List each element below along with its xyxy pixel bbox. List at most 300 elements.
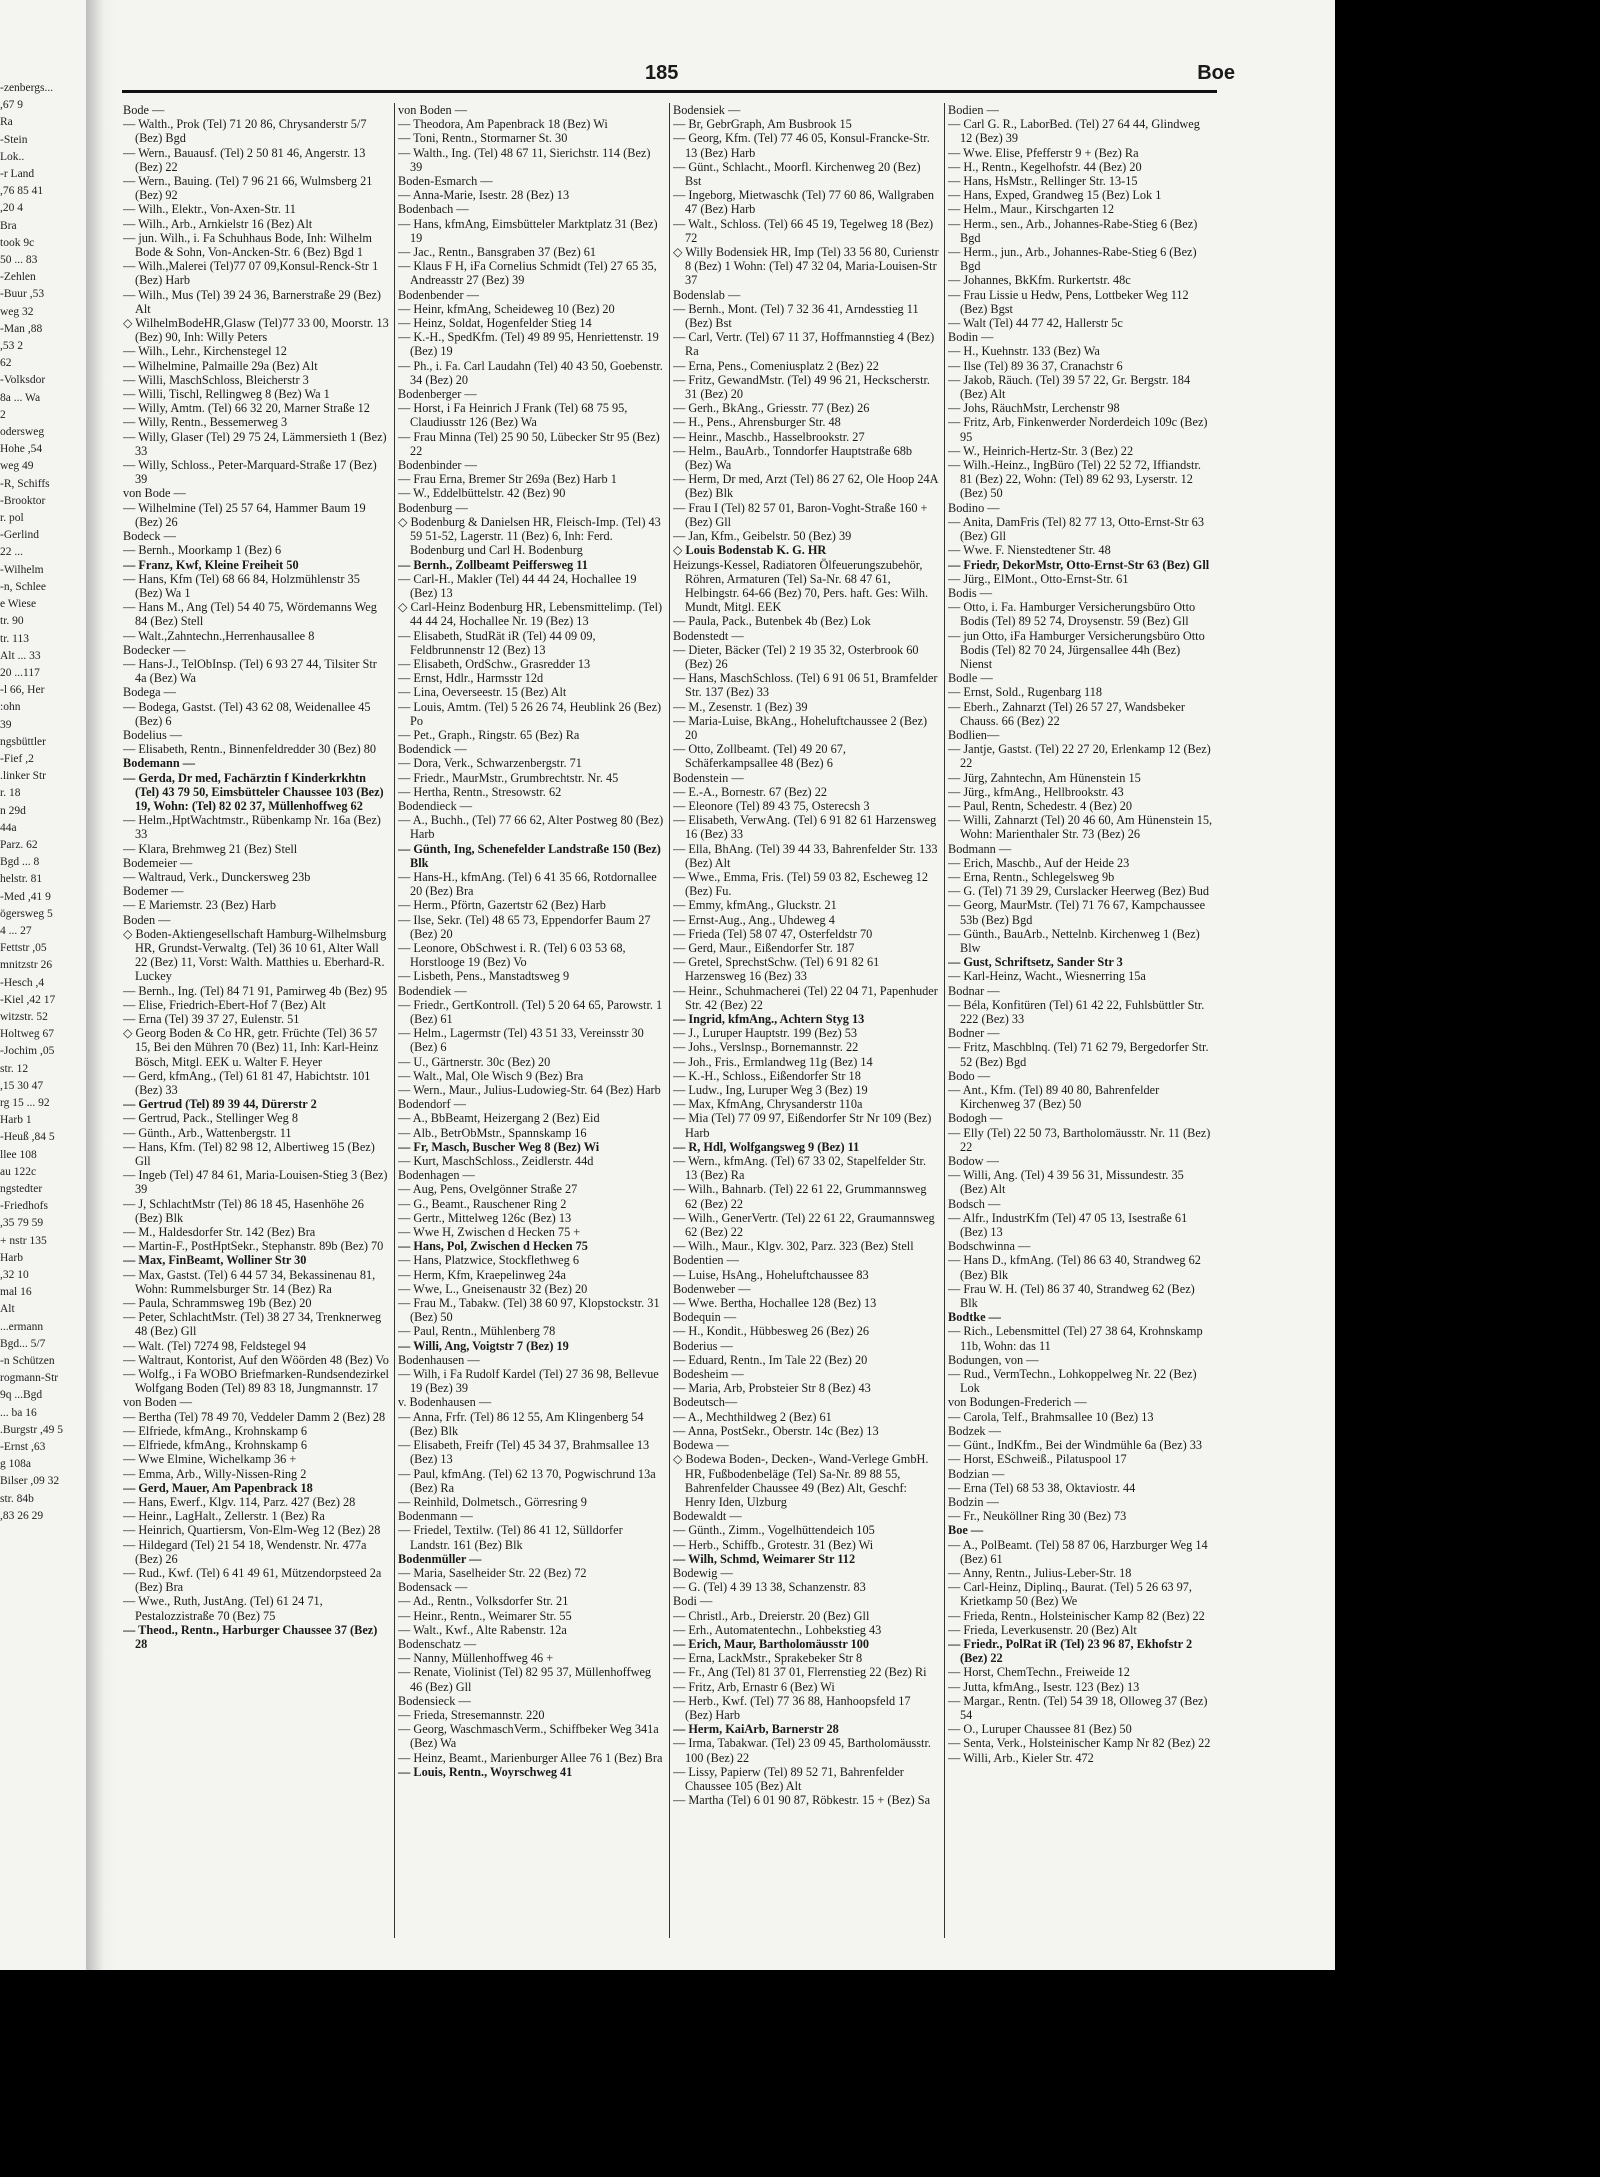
- directory-entry: ◇ Boden-Aktiengesellschaft Hamburg-Wilhelmsburg HR, Grundst-Verwaltg. (Tel) 36 10 61, Alter Wall 22 (Bez) 11, Vorst: Walth. Matthies u. Eberhard-R. Luckey: [123, 926, 387, 984]
- directory-entry: Bodle —: [948, 671, 993, 686]
- previous-page-fragment: n 29d: [0, 804, 26, 817]
- directory-entry: — Günt., IndKfm., Bei der Windmühle 6a (Bez) 33: [948, 1438, 1203, 1453]
- previous-page-fragment: Bra: [0, 219, 17, 232]
- directory-entry: ◇ Willy Bodensiek HR, Imp (Tel) 33 56 80, Curienstr 8 (Bez) 1 Wohn: (Tel) 47 32 04, Maria-Louisen-Str 37: [673, 245, 939, 288]
- directory-entry: — Friedr., PolRat iR (Tel) 23 96 87, Ekhofstr 2 (Bez) 22: [948, 1636, 1193, 1666]
- directory-entry: — Elisabeth, StudRät iR (Tel) 44 09 09, Feldbrunnenstr 12 (Bez) 13: [398, 628, 596, 657]
- directory-entry: — Rud., VermTechn., Lohkoppelweg Nr. 22 (Bez) Lok: [948, 1367, 1197, 1396]
- directory-entry: — Elfriede, kfmAng., Krohnskamp 6: [123, 1423, 308, 1438]
- directory-entry: — Fritz, Arb, Ernastr 6 (Bez) Wi: [673, 1679, 835, 1694]
- directory-entry: — Hertha, Rentn., Stresowstr. 62: [398, 784, 562, 799]
- directory-entry: — Wern., kfmAng. (Tel) 67 33 02, Stapelfelder Str. 13 (Bez) Ra: [673, 1154, 927, 1183]
- directory-entry: — M., Haldesdorfer Str. 142 (Bez) Bra: [123, 1225, 316, 1240]
- directory-entry: — Wilhelmine, Palmaille 29a (Bez) Alt: [123, 358, 318, 373]
- directory-entry: — Hans-J., TelObInsp. (Tel) 6 93 27 44, Tilsiter Str 4a (Bez) Wa: [123, 656, 377, 686]
- directory-entry: — Willi, Tischl, Rellingweg 8 (Bez) Wa 1: [123, 387, 330, 402]
- directory-entry: — Reinhild, Dolmetsch., Görresring 9: [398, 1494, 587, 1509]
- directory-entry: — Maria, Saselheider Str. 22 (Bez) 72: [398, 1565, 587, 1580]
- previous-page-fragment: Gerlind-: [0, 529, 39, 542]
- directory-entry: Bodenberger —: [398, 387, 477, 402]
- directory-entry: — Horst, ESchweiß., Pilatuspool 17: [948, 1452, 1127, 1467]
- directory-entry: — Willi, Ang, Voigtstr 7 (Bez) 19: [398, 1338, 569, 1353]
- directory-entry: — Martin-F., PostHptSekr., Stephanstr. 89b (Bez) 70: [123, 1239, 384, 1254]
- directory-entry: ◇ Bodewa Boden-, Decken-, Wand-Verlege GmbH. HR, Fußbodenbeläge (Tel) Sa-Nr. 89 88 55, Bahrenfelder Chaussee 49 (Bez) Alt, Geschf: Henry Iden, Ulzburg: [673, 1452, 929, 1509]
- directory-entry: Bodzin —: [948, 1494, 999, 1509]
- directory-entry: — Hans M., Ang (Tel) 54 40 75, Wördemanns Weg 84 (Bez) Stell: [123, 600, 377, 629]
- directory-entry: von Boden —: [398, 103, 467, 117]
- previous-page-fragment: r Land-: [0, 168, 35, 181]
- previous-page-fragment: ..Lok: [0, 150, 25, 163]
- directory-entry: Bodensieck —: [398, 1693, 471, 1708]
- directory-entry: — Alfr., IndustrKfm (Tel) 47 05 13, Isestraße 61 (Bez) 13: [948, 1210, 1188, 1240]
- previous-page-fragment: 8a ... Wa: [0, 391, 41, 404]
- directory-entry: ◇ WilhelmBodeHR,Glasw (Tel)77 33 00, Moorstr. 13 (Bez) 90, Inh: Willy Peters: [123, 316, 389, 345]
- previous-page-fragment: rogmann-Str: [0, 1372, 59, 1385]
- directory-entry: — Willi, Zahnarzt (Tel) 20 46 60, Am Hünenstein 15, Wohn: Marienthaler Str. 73 (Bez) 26: [948, 813, 1213, 842]
- previous-page-fragment: ögersweg 5: [0, 907, 53, 920]
- previous-page-fragment: 88, Man-: [0, 322, 43, 335]
- directory-entry: — Br, GebrGraph, Am Busbrook 15: [673, 117, 852, 132]
- directory-entry: — Louis, Amtm. (Tel) 5 26 26 74, Heublink 26 (Bez) Po: [398, 699, 662, 728]
- directory-entry: Boderius —: [673, 1338, 733, 1353]
- directory-entry: Bodnar —: [948, 983, 1000, 998]
- directory-entry: — Karl-Heinz, Wacht., Wiesnerring 15a: [948, 969, 1146, 984]
- previous-page-fragment: 33 ... Alt: [0, 649, 41, 662]
- directory-entry: — Horst, i Fa Heinrich J Frank (Tel) 68 75 95, Claudiusstr 126 (Bez) Wa: [398, 401, 628, 430]
- directory-entry: — Maria-Luise, BkAng., Hoheluftchaussee 2 (Bez) 20: [673, 713, 928, 742]
- directory-entry: — Hans, Kfm (Tel) 68 66 84, Holzmühlenstr 35 (Bez) Wa 1: [123, 571, 360, 600]
- directory-entry: — Frau Minna (Tel) 25 90 50, Lübecker Str 95 (Bez) 22: [398, 429, 660, 458]
- previous-page-fragment: helstr. 81: [0, 873, 43, 886]
- directory-entry: — Friedr., GertKontroll. (Tel) 5 20 64 65, Parowstr. 1 (Bez) 61: [398, 997, 663, 1026]
- directory-entry: — Senta, Verk., Holsteinischer Kamp Nr 82 (Bez) 22: [948, 1736, 1211, 1751]
- directory-entry: Bodzek —: [948, 1423, 1001, 1438]
- directory-entry: — Otto, Zollbeamt. (Tel) 49 20 67, Schäferkampsallee 48 (Bez) 6: [673, 742, 846, 771]
- previous-page-fragment: str. 84b: [0, 1492, 34, 1505]
- directory-entry: — Heinr., LagHalt., Zellerstr. 1 (Bez) Ra: [123, 1509, 325, 1524]
- directory-entry: — Hans, HsMstr., Rellinger Str. 13-15: [948, 174, 1138, 189]
- directory-entry: — Hildegard (Tel) 21 54 18, Wendenstr. Nr. 477a (Bez) 26: [123, 1537, 367, 1566]
- directory-entry: — Ernst-Aug., Ang., Uhdeweg 4: [673, 912, 835, 927]
- directory-entry: — Béla, Konfitüren (Tel) 61 42 22, Fuhlsbüttler Str. 222 (Bez) 33: [948, 997, 1205, 1026]
- directory-entry: — Willy, Rentn., Bessemerweg 3: [123, 415, 288, 430]
- previous-page-fragment: ermann...: [0, 1320, 44, 1333]
- directory-entry: — Heinr, kfmAng, Scheideweg 10 (Bez) 20: [398, 301, 615, 316]
- directory-entry: — Jakob, Räuch. (Tel) 39 57 22, Gr. Bergstr. 184 (Bez) Alt: [948, 372, 1191, 402]
- directory-entry: — Herm, KaiArb, Barnerstr 28: [673, 1722, 839, 1737]
- directory-entry: — J, SchlachtMstr (Tel) 86 18 45, Hasenhöhe 26 (Bez) Blk: [123, 1196, 364, 1225]
- previous-page-fragment: Alt: [0, 1303, 15, 1316]
- directory-entry: Bodmann —: [948, 841, 1012, 856]
- previous-page-fragment: 29 26 83,: [0, 1509, 44, 1522]
- directory-entry: — Ph., i. Fa. Carl Laudahn (Tel) 40 43 50, Goebenstr. 34 (Bez) 20: [398, 358, 663, 387]
- directory-entry: — Wilh, i Fa Rudolf Kardel (Tel) 27 36 98, Bellevue 19 (Bez) 39: [398, 1367, 659, 1396]
- directory-entry: — Aug, Pens, Ovelgönner Straße 27: [398, 1182, 578, 1197]
- directory-entry: — Paula, Pack., Butenbek 4b (Bez) Lok: [673, 614, 871, 629]
- directory-entry: Bodogh —: [948, 1111, 1003, 1126]
- directory-entry: — Johs, RäuchMstr, Lerchenstr 98: [948, 401, 1120, 416]
- previous-page-fragment: Wilhelm-: [0, 563, 44, 576]
- previous-page-fragment: ...zenbergs-: [0, 82, 54, 94]
- directory-entry: — Fritz, GewandMstr. (Tel) 49 96 21, Heckscherstr. 31 (Bez) 20: [673, 372, 930, 402]
- directory-entry: Bodenhagen —: [398, 1168, 475, 1183]
- directory-entry: — A., Mechthildweg 2 (Bez) 61: [673, 1409, 832, 1424]
- directory-entry: — E Mariemstr. 23 (Bez) Harb: [123, 898, 276, 913]
- directory-entry: Bodewa —: [673, 1438, 729, 1453]
- directory-entry: — Erich, Maur, Bartholomäusstr 100: [673, 1636, 870, 1651]
- directory-entry: — Eleonore (Tel) 89 43 75, Osterecsh 3: [673, 798, 870, 813]
- directory-entry: — Jantje, Gastst. (Tel) 22 27 20, Erlenkamp 12 (Bez) 22: [948, 742, 1211, 771]
- directory-entry: — Carl G. R., LaborBed. (Tel) 27 64 44, Glindweg 12 (Bez) 39: [948, 117, 1200, 146]
- directory-entry: — Heinr., Schuhmacherei (Tel) 22 04 71, Papenhuder Str. 42 (Bez) 22: [673, 983, 938, 1012]
- directory-entry: — Wilh., Arb., Arnkielstr 16 (Bez) Alt: [123, 216, 313, 231]
- directory-entry: — Hans, MaschSchloss. (Tel) 6 91 06 51, Bramfelder Str. 137 (Bez) 33: [673, 671, 938, 700]
- directory-entry: — Erna, Pens., Comeniusplatz 2 (Bez) 22: [673, 358, 879, 373]
- directory-entry: — Erna, LackMstr., Sprakebeker Str 8: [673, 1651, 863, 1666]
- directory-entry: — Helm., BauArb., Tonndorfer Hauptstraße 68b (Bez) Wa: [673, 443, 912, 473]
- page-number: 185: [645, 62, 679, 84]
- directory-entry: — Gerh., BkAng., Griesstr. 77 (Bez) 26: [673, 401, 870, 416]
- directory-entry: Bodenstedt —: [673, 628, 744, 643]
- directory-entry: — Klara, Brehmweg 21 (Bez) Stell: [123, 841, 298, 856]
- directory-entry: — Rud., Kwf. (Tel) 6 41 49 61, Mützendorpsteed 2a (Bez) Bra: [123, 1565, 382, 1595]
- directory-entry: — H., Rentn., Kegelhofstr. 44 (Bez) 20: [948, 159, 1142, 174]
- directory-entry: — Anna, PostSekr., Oberstr. 14c (Bez) 13: [673, 1423, 879, 1438]
- directory-entry: — Heinr., Maschb., Hasselbrookstr. 27: [673, 429, 865, 444]
- previous-page-fragment: 05, Fettstr: [0, 942, 47, 955]
- previous-page-fragment: ohn:: [0, 701, 21, 714]
- directory-entry: Bodenmann —: [398, 1509, 473, 1524]
- directory-entry: — Hans, Exped, Grandweg 15 (Bez) Lok 1: [948, 188, 1162, 203]
- directory-entry: Bodesheim —: [673, 1367, 744, 1382]
- previous-page-fragment: 5 49, Burgstr.: [0, 1423, 64, 1436]
- directory-entry: — jun Otto, iFa Hamburger Versicherungsbüro Otto Bodis (Tel) 82 70 24, Jürgensallee 44h (Bez) Nienst: [948, 628, 1205, 671]
- directory-entry: Bodendieck —: [398, 798, 473, 813]
- directory-entry: — K.-H., SpedKfm. (Tel) 49 89 95, Henriettenstr. 19 (Bez) 19: [398, 330, 659, 359]
- directory-entry: — Hans, kfmAng, Eimsbütteler Marktplatz 31 (Bez) 19: [398, 216, 658, 245]
- directory-entry: — Gust, Schriftsetz, Sander Str 3: [948, 955, 1123, 970]
- previous-page-fragment: Harb 1: [0, 1114, 32, 1127]
- directory-entry: — Anna-Marie, Isestr. 28 (Bez) 13: [398, 188, 570, 203]
- directory-entry: — G., Beamt., Rauschener Ring 2: [398, 1196, 567, 1211]
- directory-entry: — Mia (Tel) 77 09 97, Eißendorfer Str Nr 109 (Bez) Harb: [673, 1111, 932, 1140]
- previous-page-fragment: 8 ... Bgd: [0, 856, 40, 869]
- directory-entry: — U., Gärtnerstr. 30c (Bez) 20: [398, 1054, 551, 1069]
- previous-page-fragment: tr. 90: [0, 615, 24, 628]
- directory-entry: — Friedr., MaurMstr., Grumbrechtstr. Nr. 45: [398, 770, 619, 785]
- book-gutter: [86, 0, 116, 1970]
- directory-entry: — Bernh., Zollbeamt Peiffersweg 11: [398, 557, 588, 572]
- directory-entry: — Max, Gastst. (Tel) 6 44 57 34, Bekassinenau 81, Wohn: Rummelsburger Str. 14 (Bez) Ra: [123, 1267, 376, 1296]
- directory-entry: — Pet., Graph., Ringstr. 65 (Bez) Ra: [398, 727, 580, 742]
- directory-entry: — Friedel, Textilw. (Tel) 86 41 12, Sülldorfer Landstr. 161 (Bez) Blk: [398, 1523, 623, 1552]
- directory-entry: — Jac., Rentn., Bansgraben 37 (Bez) 61: [398, 245, 597, 260]
- directory-entry: — Walth., Ing. (Tel) 48 67 11, Sierichstr. 114 (Bez) 39: [398, 145, 651, 174]
- directory-entry: — Herm., sen., Arb., Johannes-Rabe-Stieg 6 (Bez) Bgd: [948, 216, 1198, 245]
- directory-entry: Heizungs-Kessel, Radiatoren Ölfeuerungszubehör, Röhren, Armaturen (Tel) Sa-Nr. 68 47 61, Helbingstr. 64-66 (Bez) 70, Pers. haft. Ges: Wilh. Mundt, Mitgl. EEK: [673, 557, 929, 615]
- directory-entry: Boe —: [948, 1523, 984, 1538]
- previous-page-fragment: Parz. 62: [0, 838, 38, 851]
- directory-entry: — Gertrud (Tel) 89 39 44, Dürerstr 2: [123, 1097, 317, 1112]
- previous-page-fragment: weg 49: [0, 460, 34, 473]
- directory-entry: — Wern., Maur., Julius-Ludowieg-Str. 64 (Bez) Harb: [398, 1083, 661, 1098]
- previous-page-fragment: 44a: [0, 821, 17, 834]
- directory-entry: Bodenburg —: [398, 500, 468, 515]
- directory-entry: — Jürg, Zahntechn, Am Hünenstein 15: [948, 770, 1141, 785]
- previous-page-fragment: 10 32,: [0, 1269, 29, 1282]
- directory-entry: — Carl, Vertr. (Tel) 67 11 37, Hoffmannstieg 4 (Bez) Ra: [673, 330, 935, 359]
- directory-entry: — Wilh, Schmd, Weimarer Str 112: [673, 1551, 856, 1566]
- directory-entry: — Maria, Arb, Probsteier Str 8 (Bez) 43: [673, 1381, 871, 1396]
- previous-page-fragment: llee 108: [0, 1148, 37, 1161]
- directory-entry: — Heinz, Beamt., Marienburger Allee 76 1 (Bez) Bra: [398, 1750, 663, 1765]
- directory-entry: — Anny, Rentn., Julius-Leber-Str. 18: [948, 1565, 1132, 1580]
- directory-entry: — Gretel, SprechstSchw. (Tel) 6 91 82 61 Harzensweg 16 (Bez) 33: [673, 955, 880, 984]
- directory-entry: — W., Heinrich-Hertz-Str. 3 (Bez) 22: [948, 443, 1134, 458]
- previous-page-fragment: ngstedter: [0, 1183, 43, 1195]
- directory-entry: Bodenschatz —: [398, 1636, 477, 1651]
- directory-entry: — Elisabeth, Rentn., Binnenfeldredder 30 (Bez) 80: [123, 742, 377, 757]
- directory-entry: — Paul, Rentn., Mühlenberg 78: [398, 1324, 556, 1339]
- directory-entry: Bodenmüller —: [398, 1551, 482, 1566]
- directory-entry: — Elise, Friedrich-Ebert-Hof 7 (Bez) Alt: [123, 997, 326, 1012]
- directory-entry: — Nanny, Müllenhoffweg 46 +: [398, 1651, 554, 1666]
- header-rule: [122, 90, 1217, 93]
- previous-page-fragment: r. pol: [0, 512, 24, 525]
- directory-entry: — Franz, Kwf, Kleine Freiheit 50: [123, 557, 299, 572]
- directory-entry: — Ernst, Sold., Rugenbarg 118: [948, 685, 1103, 700]
- directory-entry: — Helm., Maur., Kirschgarten 12: [948, 202, 1114, 217]
- directory-entry: — Paul, kfmAng. (Tel) 62 13 70, Pogwischrund 13a (Bez) Ra: [398, 1466, 656, 1495]
- directory-entry: — Heinrich, Quartiersm, Von-Elm-Weg 12 (Bez) 28: [123, 1523, 381, 1538]
- directory-entry: — Klaus F H, iFa Cornelius Schmidt (Tel) 27 65 35, Andreasstr 27 (Bez) 39: [398, 259, 657, 288]
- previous-page-fragment: au 122c: [0, 1165, 37, 1178]
- directory-entry: Bodensiek —: [673, 103, 741, 117]
- directory-entry: Bodo —: [948, 1068, 991, 1083]
- directory-entry: Bodenbinder —: [398, 458, 477, 473]
- previous-page-fragment: 27 ... 4: [0, 924, 32, 937]
- directory-entry: — Jan, Kfm., Geibelstr. 50 (Bez) 39: [673, 529, 852, 544]
- directory-entry: — Wilh., Mus (Tel) 39 24 36, Barnerstraße 29 (Bez) Alt: [123, 287, 381, 316]
- previous-page-fragment: Zehlen-: [0, 271, 36, 284]
- previous-page-fragment: 59 79 35,: [0, 1217, 44, 1230]
- directory-entry: — Hans, Pol, Zwischen d Hecken 75: [398, 1239, 588, 1254]
- directory-entry: Bodschwinna —: [948, 1239, 1031, 1254]
- directory-entry: — Peter, SchlachtMstr. (Tel) 38 27 34, Trenknerweg 48 (Bez) Gll: [123, 1310, 382, 1339]
- directory-entry: — Emma, Arb., Willy-Nissen-Ring 2: [123, 1466, 307, 1481]
- previous-page-fragment: 9 67,: [0, 99, 23, 112]
- directory-entry: — Willi, Arb., Kieler Str. 472: [948, 1750, 1094, 1765]
- previous-page-fragment: tr. 113: [0, 632, 29, 645]
- previous-page-fragment: 4 20,: [0, 202, 23, 215]
- directory-entry: — Hans, Platzwice, Stockflethweg 6: [398, 1253, 579, 1268]
- directory-entry: — Hans D., kfmAng. (Tel) 86 63 40, Strandweg 62 (Bez) Blk: [948, 1253, 1201, 1282]
- directory-entry: — Herm., jun., Arb., Johannes-Rabe-Stieg 6 (Bez) Bgd: [948, 245, 1197, 274]
- directory-entry: — Carola, Telf., Brahmsallee 10 (Bez) 13: [948, 1409, 1154, 1424]
- directory-entry: Bodewig —: [673, 1565, 733, 1580]
- directory-entry: — Bernh., Ing. (Tel) 84 71 91, Pamirweg 4b (Bez) 95: [123, 983, 388, 998]
- directory-entry: — Elly (Tel) 22 50 73, Bartholomäusstr. Nr. 11 (Bez) 22: [948, 1125, 1211, 1154]
- column-1: [123, 103, 389, 1938]
- previous-page-fragment: g 108a: [0, 1458, 31, 1471]
- directory-entry: ◇ Georg Boden & Co HR, getr. Früchte (Tel) 36 57 15, Bei den Mühren 70 (Bez) 11, Inh: Karl-Heinz Bösch, Mitgl. EEK u. Walter F. Heyer: [123, 1026, 379, 1069]
- directory-entry: — Wwe, L., Gneisenaustr 32 (Bez) 20: [398, 1281, 588, 1296]
- directory-entry: — K.-H., Schloss., Eißendorfer Str 18: [673, 1068, 861, 1083]
- directory-entry: — W., Eddelbüttelstr. 42 (Bez) 90: [398, 486, 566, 501]
- previous-page-fragment: 83 ... 50: [0, 254, 38, 267]
- directory-entry: — Theod., Rentn., Harburger Chaussee 37 (Bez) 28: [123, 1622, 378, 1651]
- directory-entry: — Walt (Tel) 44 77 42, Hallerstr 5c: [948, 316, 1123, 331]
- directory-entry: — Louis, Rentn., Woyrschweg 41: [398, 1764, 573, 1779]
- directory-entry: — Luise, HsAng., Hoheluftchaussee 83: [673, 1267, 869, 1282]
- directory-entry: von Bodungen-Frederich —: [948, 1395, 1087, 1410]
- directory-entry: — Georg, MaurMstr. (Tel) 71 76 67, Kampchaussee 53b (Bez) Bgd: [948, 898, 1206, 927]
- directory-entry: — Martha (Tel) 6 01 90 87, Röbkestr. 15 + (Bez) Sa: [673, 1793, 931, 1808]
- directory-entry: — Anna, Frfr. (Tel) 86 12 55, Am Klingenberg 54 (Bez) Blk: [398, 1409, 644, 1438]
- directory-entry: — J., Luruper Hauptstr. 199 (Bez) 53: [673, 1026, 858, 1041]
- directory-entry: Bodino —: [948, 500, 1000, 515]
- directory-entry: — Erna (Tel) 68 53 38, Oktaviostr. 44: [948, 1480, 1136, 1495]
- directory-entry: — Günth, Ing, Schenefelder Landstraße 150 (Bez) Blk: [398, 841, 661, 870]
- directory-entry: — Ingeborg, Mietwaschk (Tel) 77 60 86, Wallgraben 47 (Bez) Harb: [673, 188, 934, 217]
- directory-entry: — Ilse, Sekr. (Tel) 48 65 73, Eppendorfer Baum 27 (Bez) 20: [398, 912, 651, 941]
- previous-page-fragment: Brooktor-: [0, 494, 46, 507]
- directory-entry: Bodenbach —: [398, 202, 469, 217]
- directory-entry: Bodenstein —: [673, 770, 744, 785]
- directory-entry: — Frieda, Stresemannstr. 220: [398, 1707, 545, 1722]
- directory-entry: Bodner —: [948, 1026, 1000, 1041]
- directory-entry: — Max, KfmAng, Chrysanderstr 110a: [673, 1097, 863, 1112]
- column-divider: [944, 103, 945, 1938]
- directory-entry: Bode —: [123, 103, 165, 117]
- directory-entry: — Helm., Lagermstr (Tel) 43 51 33, Vereinsstr 30 (Bez) 6: [398, 1026, 644, 1055]
- previous-page-fragment: 39: [0, 718, 12, 731]
- directory-entry: — Bernh., Moorkamp 1 (Bez) 6: [123, 543, 282, 558]
- directory-entry: Bodega —: [123, 685, 176, 700]
- directory-entry: — Wilh., Elektr., Von-Axen-Str. 11: [123, 202, 296, 217]
- directory-entry: — Elisabeth, Freifr (Tel) 45 34 37, Brahmsallee 13 (Bez) 13: [398, 1438, 650, 1467]
- previous-page-fragment: l 66, Her-: [0, 684, 45, 697]
- previous-page-fragment: 53, Buur-: [0, 288, 45, 301]
- directory-entry: — Wilhelmine (Tel) 25 57 64, Hammer Baum 19 (Bez) 26: [123, 500, 366, 529]
- directory-entry: — Ludw., Ing, Luruper Weg 3 (Bez) 19: [673, 1083, 868, 1098]
- directory-entry: — Erh., Automatentechn., Lohbekstieg 43: [673, 1622, 882, 1637]
- directory-entry: — Herm., Pförtn, Gazertstr 62 (Bez) Harb: [398, 898, 606, 913]
- directory-entry: — Günth., Arb., Wattenbergstr. 11: [123, 1125, 292, 1140]
- previous-page-fragment: mal 16: [0, 1286, 32, 1299]
- directory-entry: — Erich, Maschb., Auf der Heide 23: [948, 855, 1130, 870]
- directory-entry: — Herb., Kwf. (Tel) 77 36 88, Hanhoopsfeld 17 (Bez) Harb: [673, 1693, 911, 1722]
- directory-entry: Bodin —: [948, 330, 994, 345]
- previous-page-fragment: Ra: [0, 116, 13, 129]
- previous-page-fragment: nstr 135 +: [0, 1234, 47, 1247]
- directory-entry: — Theodora, Am Papenbrack 18 (Bez) Wi: [398, 117, 608, 132]
- previous-page-fragment: 9 41, Med-: [0, 890, 51, 903]
- directory-entry: — Herm, Dr med, Arzt (Tel) 86 27 62, Ole Hoop 24A (Bez) Blk: [673, 472, 938, 501]
- previous-page-fragment: 4, Hesch-: [0, 976, 45, 989]
- directory-entry: — Rich., Lebensmittel (Tel) 27 38 64, Krohnskamp 11b, Wohn: das 11: [948, 1324, 1203, 1353]
- previous-page-fragment: Friedhofs-: [0, 1200, 48, 1213]
- directory-entry: — H., Pens., Ahrensburger Str. 48: [673, 415, 841, 430]
- directory-entry: — Wilh.-Heinz., IngBüro (Tel) 22 52 72, Iffiandstr. 81 (Bez) 22, Wohn: (Tel) 89 62 93, Lyserstr. 12 (Bez) 50: [948, 458, 1201, 501]
- directory-entry: Bodtke —: [948, 1310, 1001, 1325]
- previous-page-fragment: Stein-: [0, 133, 28, 146]
- directory-entry: — Frau Lissie u Hedw, Pens, Lottbeker Weg 112 (Bez) Bgst: [948, 287, 1189, 316]
- previous-page-fragment: n Schützen-: [0, 1355, 55, 1368]
- directory-entry: — A., Buchh., (Tel) 77 66 62, Alter Postweg 80 (Bez) Harb: [398, 813, 664, 842]
- directory-entry: — Wilh., Bahnarb. (Tel) 22 61 22, Grummannsweg 62 (Bez) 22: [673, 1182, 927, 1211]
- directory-entry: — Wolfg., i Fa WOBO Briefmarken-Rundsendezirkel Wolfgang Boden (Tel) 89 83 18, Jungmannstr. 17: [123, 1367, 389, 1396]
- directory-entry: — O., Luruper Chaussee 81 (Bez) 50: [948, 1722, 1132, 1737]
- directory-entry: — Elfriede, kfmAng., Krohnskamp 6: [123, 1438, 308, 1453]
- directory-entry: von Bode —: [123, 486, 186, 501]
- previous-page-fragment: 32 09, Bilser: [0, 1475, 60, 1488]
- directory-entry: — Walt., Kwf., Alte Rabenstr. 12a: [398, 1622, 567, 1637]
- directory-entry: — Leonore, ObSchwest i. R. (Tel) 6 03 53 68, Horstlooge 19 (Bez) Vo: [398, 940, 626, 970]
- previous-page-fragment: 17 42, Kiel-: [0, 993, 56, 1006]
- directory-entry: — Jürg., ElMont., Otto-Ernst-Str. 61: [948, 571, 1129, 586]
- previous-page-fragment: ba 16 ...: [0, 1406, 37, 1419]
- previous-page-fragment: ... 22: [0, 546, 23, 559]
- directory-entry: Boden-Esmarch —: [398, 174, 493, 189]
- directory-entry: Bodi —: [673, 1594, 713, 1609]
- directory-entry: Bodentien —: [673, 1253, 739, 1268]
- directory-entry: — Irma, Tabakwar. (Tel) 23 09 45, Bartholomäusstr. 100 (Bez) 22: [673, 1736, 931, 1765]
- previous-page-fragment: weg 32: [0, 305, 34, 318]
- directory-entry: — Wilh.,Malerei (Tel)77 07 09,Konsul-Renck-Str 1 (Bez) Harb: [123, 259, 379, 288]
- previous-page-fragment: 2, Fief-: [0, 752, 34, 765]
- directory-entry: — Wilh., GenerVertr. (Tel) 22 61 22, Graumannsweg 62 (Bez) 22: [673, 1210, 935, 1240]
- directory-entry: — Bernh., Mont. (Tel) 7 32 36 41, Arndesstieg 11 (Bez) Bst: [673, 301, 919, 331]
- directory-entry: — Heinr., Rentn., Weimarer Str. 55: [398, 1608, 572, 1623]
- directory-entry: — Wwe. Bertha, Hochallee 128 (Bez) 13: [673, 1296, 877, 1311]
- directory-entry: — Toni, Rentn., Stormarner St. 30: [398, 131, 568, 146]
- directory-entry: — Margar., Rentn. (Tel) 54 39 18, Olloweg 37 (Bez) 54: [948, 1693, 1208, 1722]
- directory-entry: — Günt., Schlacht., Moorfl. Kirchenweg 20 (Bez) Bst: [673, 159, 921, 189]
- directory-entry: — Horst, ChemTechn., Freiweide 12: [948, 1665, 1130, 1680]
- directory-entry: — Frau M., Tabakw. (Tel) 38 60 97, Klopstockstr. 31 (Bez) 50: [398, 1296, 660, 1325]
- directory-entry: — Erna, Rentn., Schlegelsweg 9b: [948, 869, 1115, 884]
- directory-entry: Bodzian —: [948, 1466, 1005, 1481]
- column-2: [398, 103, 664, 1938]
- column-4: [948, 103, 1214, 1938]
- directory-entry: — jun. Wilh., i. Fa Schuhhaus Bode, Inh: Wilhelm Bode & Sohn, Von-Ancken-Str. 6 (Bez) Bgd 1: [123, 230, 372, 260]
- directory-entry: — Ant., Kfm. (Tel) 89 40 80, Bahrenfelder Kirchenweg 37 (Bez) 50: [948, 1083, 1160, 1112]
- directory-entry: — A., BbBeamt, Heizergang 2 (Bez) Eid: [398, 1111, 600, 1126]
- directory-entry: — Alb., BetrObMstr., Spannskamp 16: [398, 1125, 587, 1140]
- directory-entry: Bodis —: [948, 585, 993, 600]
- directory-entry: — Günth., BauArb., Nettelnb. Kirchenweg 1 (Bez) Blw: [948, 926, 1200, 955]
- directory-entry: — G. (Tel) 4 39 13 38, Schanzenstr. 83: [673, 1580, 866, 1595]
- directory-entry: — Friedr, DekorMstr, Otto-Ernst-Str 63 (Bez) Gll: [948, 557, 1210, 572]
- directory-entry: — Wern., Bauing. (Tel) 7 96 21 66, Wulmsberg 21 (Bez) 92: [123, 174, 373, 203]
- directory-entry: Bodemann —: [123, 756, 196, 771]
- directory-entry: — Wwe H, Zwischen d Hecken 75 +: [398, 1225, 581, 1240]
- directory-entry: — Frau W. H. (Tel) 86 37 40, Strandweg 62 (Bez) Blk: [948, 1281, 1195, 1311]
- previous-page-fragment: mnitzstr 26: [0, 959, 53, 972]
- directory-entry: — Fr., Neuköllner Ring 30 (Bez) 73: [948, 1509, 1127, 1524]
- previous-page-fragment: odersweg: [0, 426, 45, 439]
- directory-entry: — Walt., Mal, Ole Wisch 9 (Bez) Bra: [398, 1068, 584, 1083]
- directory-entry: — Gerd, kfmAng., (Tel) 61 81 47, Habichtstr. 101 (Bez) 33: [123, 1068, 371, 1098]
- directory-entry: Bodemer —: [123, 884, 184, 899]
- directory-entry: Bodenweber —: [673, 1281, 751, 1296]
- directory-entry: Bodequin —: [673, 1310, 737, 1325]
- previous-page-fragment: 5/7 ...Bgd: [0, 1337, 46, 1350]
- directory-entry: — Emmy, kfmAng., Gluckstr. 21: [673, 898, 837, 913]
- directory-entry: — Heinz, Soldat, Hogenfelder Stieg 14: [398, 316, 592, 331]
- directory-entry: — Eduard, Rentn., Im Tale 22 (Bez) 20: [673, 1352, 868, 1367]
